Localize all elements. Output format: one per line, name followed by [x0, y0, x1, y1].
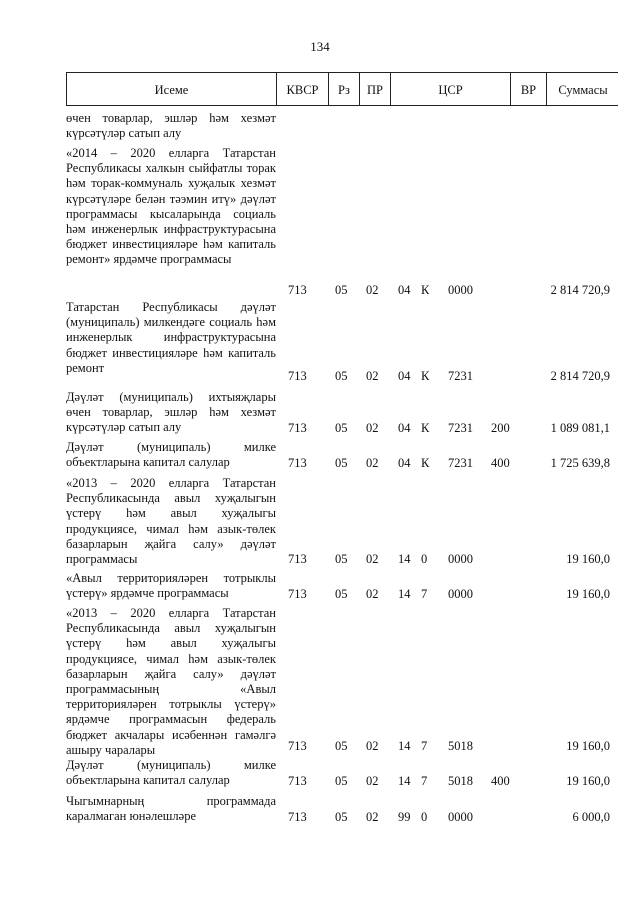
row-csr-subprogram: 7 — [421, 586, 428, 601]
row-rz: 05 — [335, 809, 348, 824]
row-csr-program: 04 — [398, 282, 411, 297]
row-rz: 05 — [335, 368, 348, 383]
header-csr: ЦСР — [391, 73, 511, 105]
row-name: «Авыл территорияләрен тотрыклы үстерү» ярдәмче программасы — [66, 571, 276, 601]
row-csr-subprogram: 7 — [421, 773, 428, 788]
row-csr-program: 04 — [398, 368, 411, 383]
row-csr-code: 0000 — [448, 809, 473, 824]
row-csr-code: 5018 — [448, 738, 473, 753]
row-csr-subprogram: К — [421, 368, 430, 383]
row-csr-program: 04 — [398, 455, 411, 470]
table-row — [66, 571, 626, 602]
row-name: Дәүләт (муниципаль) милке объектларына капитал салулар — [66, 440, 276, 470]
row-csr-code: 5018 — [448, 773, 473, 788]
page-number: 134 — [310, 39, 330, 54]
row-kvsr: 713 — [288, 809, 307, 824]
table-row — [66, 300, 626, 384]
row-sum: 1 725 639,8 — [550, 455, 610, 470]
row-sum: 19 160,0 — [566, 551, 610, 566]
row-pr: 02 — [366, 551, 379, 566]
row-csr-code: 0000 — [448, 282, 473, 297]
row-kvsr: 713 — [288, 368, 307, 383]
row-csr-subprogram: 0 — [421, 809, 428, 824]
table-row — [66, 606, 626, 757]
row-kvsr: 713 — [288, 738, 307, 753]
row-kvsr: 713 — [288, 420, 307, 435]
row-pr: 02 — [366, 282, 379, 297]
table-row — [66, 758, 626, 789]
table-row — [66, 476, 626, 567]
row-vr: 400 — [491, 455, 510, 470]
row-csr-program: 14 — [398, 773, 411, 788]
row-kvsr: 713 — [288, 586, 307, 601]
row-pr: 02 — [366, 738, 379, 753]
row-sum: 2 814 720,9 — [550, 282, 610, 297]
table-row — [66, 390, 626, 436]
row-rz: 05 — [335, 551, 348, 566]
header-sum: Суммасы — [558, 83, 608, 97]
row-csr-program: 04 — [398, 420, 411, 435]
header-vr: ВР — [511, 73, 547, 105]
row-pr: 02 — [366, 420, 379, 435]
row-rz: 05 — [335, 282, 348, 297]
row-csr-code: 7231 — [448, 420, 473, 435]
row-sum: 1 089 081,1 — [550, 420, 610, 435]
row-sum: 19 160,0 — [566, 773, 610, 788]
row-rz: 05 — [335, 420, 348, 435]
row-csr-subprogram: К — [421, 455, 430, 470]
row-csr-subprogram: К — [421, 420, 430, 435]
row-pr: 02 — [366, 773, 379, 788]
row-csr-program: 14 — [398, 738, 411, 753]
row-name: өчен товарлар, эшләр һәм хезмәт күрсәтүләр сатып алу — [66, 111, 276, 141]
row-name: «2013 – 2020 елларга Татарстан Республикасында авыл хуҗалыгын үстерү һәм авыл хуҗалыгы продукциясе, чимал һәм азык-төлек базарларын җайга салу» дәүләт программасы — [66, 476, 276, 567]
table-row — [66, 794, 626, 825]
row-sum: 2 814 720,9 — [550, 368, 610, 383]
header-rz: Рз — [329, 73, 360, 105]
row-name: Татарстан Республикасы дәүләт (муниципаль) милкендәге социаль һәм инженерлык инфраструктурасына бюджет инвестицияләре һәм капиталь ремонт — [66, 300, 276, 375]
row-kvsr: 713 — [288, 455, 307, 470]
row-csr-subprogram: 7 — [421, 738, 428, 753]
header-pr: ПР — [360, 73, 391, 105]
row-pr: 02 — [366, 455, 379, 470]
row-name: «2014 – 2020 елларга Татарстан Республикасы халкын сыйфатлы торак һәм торак-коммуналь хуҗалык хезмәт күрсәтүләре белән тәэмин итү» дәүләт программасы кысаларында социаль һәм инженерлык инфраструктурасына бюджет инвестицияләре һәм капиталь ремонт» ярдәмче программасы — [66, 146, 276, 267]
row-rz: 05 — [335, 586, 348, 601]
row-pr: 02 — [366, 809, 379, 824]
table-row — [66, 440, 626, 471]
header-name: Исеме — [67, 73, 277, 105]
row-rz: 05 — [335, 773, 348, 788]
header-kvsr: КВСР — [277, 73, 329, 105]
row-kvsr: 713 — [288, 773, 307, 788]
row-csr-program: 14 — [398, 551, 411, 566]
row-csr-code: 7231 — [448, 455, 473, 470]
table-row — [66, 146, 626, 298]
row-vr: 200 — [491, 420, 510, 435]
row-csr-subprogram: К — [421, 282, 430, 297]
row-sum: 6 000,0 — [572, 809, 610, 824]
row-csr-code: 7231 — [448, 368, 473, 383]
row-csr-code: 0000 — [448, 586, 473, 601]
row-sum: 19 160,0 — [566, 586, 610, 601]
row-rz: 05 — [335, 455, 348, 470]
table-header — [66, 72, 618, 106]
row-rz: 05 — [335, 738, 348, 753]
table-row — [66, 111, 626, 142]
row-csr-code: 0000 — [448, 551, 473, 566]
row-vr: 400 — [491, 773, 510, 788]
row-kvsr: 713 — [288, 551, 307, 566]
row-name: Дәүләт (муниципаль) милке объектларына капитал салулар — [66, 758, 276, 788]
row-csr-program: 14 — [398, 586, 411, 601]
row-pr: 02 — [366, 586, 379, 601]
row-kvsr: 713 — [288, 282, 307, 297]
row-csr-subprogram: 0 — [421, 551, 428, 566]
row-name: Чыгымнарның программада каралмаган юнәлешләре — [66, 794, 276, 824]
row-csr-program: 99 — [398, 809, 411, 824]
row-name: «2013 – 2020 елларга Татарстан Республикасында авыл хуҗалыгын үстерү һәм авыл хуҗалыгы продукциясе, чимал һәм азык-төлек базарларын җайга салу» дәүләт программасының «Авыл территорияләрен тотрыклы үстерү» ярдәмче программасын федераль бюджет акчалары исәбеннән гамәлгә ашыру чаралары — [66, 606, 276, 757]
row-name: Дәүләт (муниципаль) ихтыяҗлары өчен товарлар, эшләр һәм хезмәт күрсәтүләр сатып алу — [66, 390, 276, 435]
row-pr: 02 — [366, 368, 379, 383]
row-sum: 19 160,0 — [566, 738, 610, 753]
